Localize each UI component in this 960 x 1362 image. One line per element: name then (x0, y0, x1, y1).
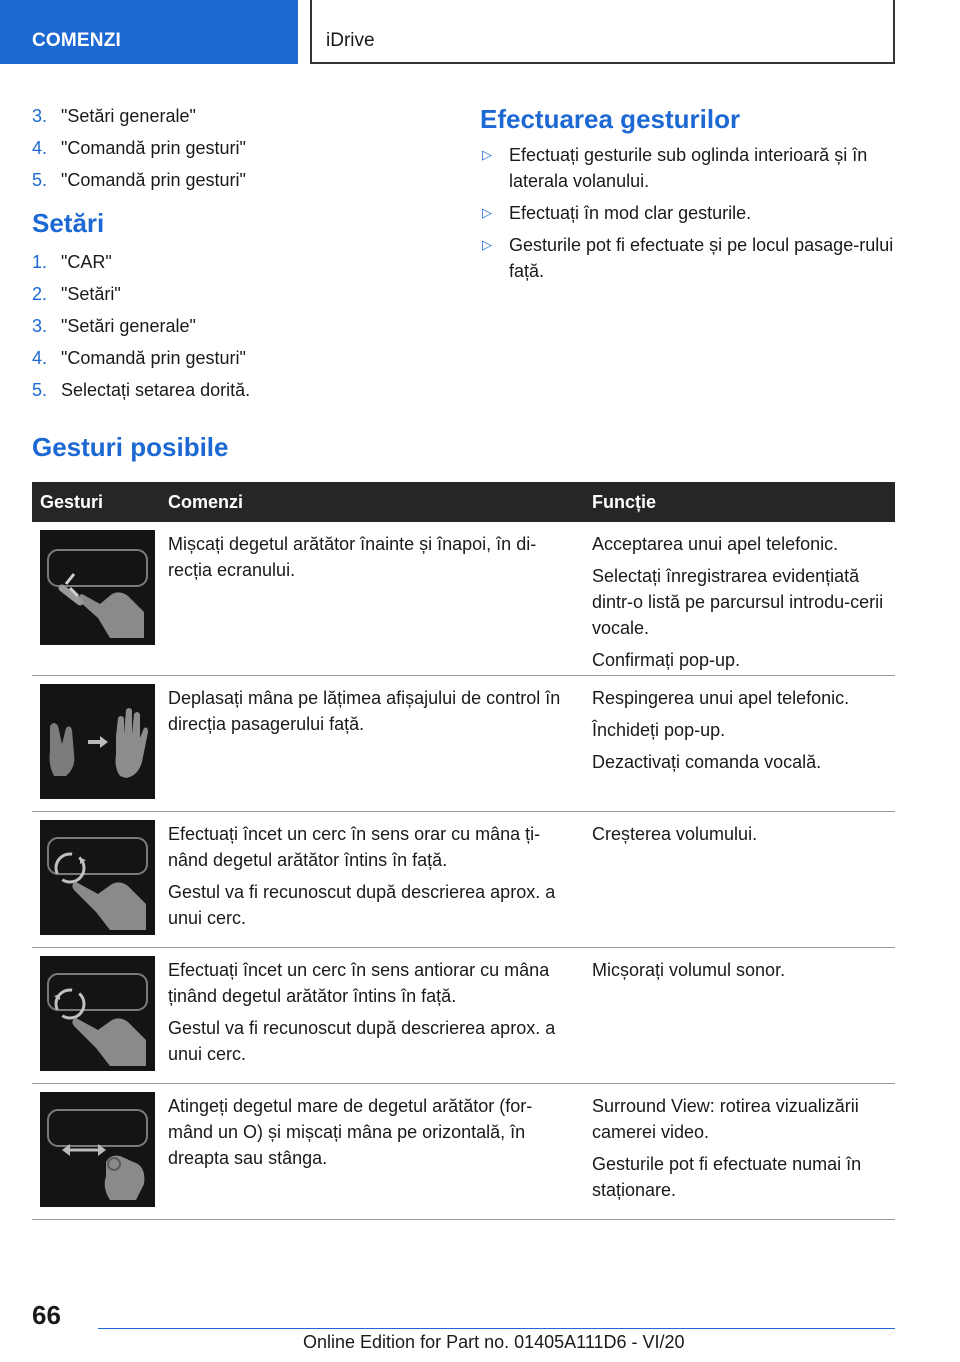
step-number: 3. (32, 316, 48, 336)
bullet-item (480, 232, 900, 284)
function-text: Confirmați pop-up. (592, 650, 741, 670)
command-cell (160, 676, 584, 811)
steps-continued (32, 104, 432, 192)
table-row (32, 1084, 895, 1220)
bullet-text: Efectuați gesturile sub oglinda interioară și în laterala volanului. (509, 145, 868, 191)
function-text: Acceptarea unui apel telefonic. (592, 534, 839, 554)
circle-counterclockwise-icon (40, 956, 155, 1071)
step-number: 5. (32, 170, 48, 190)
step-text: "Comandă prin gesturi" (61, 170, 246, 190)
step-item (32, 378, 432, 402)
performing-heading: Efectuarea gesturilor (480, 104, 741, 134)
step-number: 5. (32, 380, 48, 400)
function-cell (584, 676, 895, 811)
function-cell (584, 522, 895, 675)
step-item (32, 282, 432, 306)
table-row (32, 948, 895, 1084)
step-item (32, 136, 432, 160)
step-text: Selectați setarea dorită. (61, 380, 251, 400)
command-text: Efectuați încet un cerc în sens antiorar cu mâna ținând degetul arătător întins în față. (168, 960, 550, 1006)
pinch-swipe-icon (40, 1092, 155, 1207)
circle-clockwise-icon (40, 820, 155, 935)
chapter-title: iDrive (326, 30, 375, 51)
settings-steps (32, 250, 432, 402)
step-text: "Setări generale" (61, 106, 196, 126)
command-text: Gestul va fi recunoscut după descrierea aprox. a unui cerc. (168, 882, 556, 928)
command-cell (160, 948, 584, 1083)
table-header (32, 482, 895, 522)
gesture-image-cell (32, 812, 160, 947)
bullet-text: Gesturile pot fi efectuate și pe locul pasage‐rului față. (509, 235, 894, 281)
bullet-text: Efectuați în mod clar gesturile. (509, 203, 752, 223)
command-text: Gestul va fi recunoscut după descrierea aprox. a unui cerc. (168, 1018, 556, 1064)
step-text: "Setări" (61, 284, 121, 304)
hand-swipe-icon (40, 684, 155, 799)
function-cell (584, 1084, 895, 1219)
function-text: Surround View: rotirea vizualizării camerei video. (592, 1096, 859, 1142)
step-text: "Comandă prin gesturi" (61, 348, 246, 368)
function-cell (584, 948, 895, 1083)
step-number: 4. (32, 138, 48, 158)
table-row (32, 676, 895, 812)
function-cell (584, 812, 895, 947)
header-gesture: Gesturi (40, 491, 104, 512)
header-command: Comenzi (168, 491, 244, 512)
function-text: Gesturile pot fi efectuate numai în staționare. (592, 1154, 862, 1200)
function-text: Creșterea volumului. (592, 824, 758, 844)
section-title: COMENZI (32, 30, 122, 51)
triangle-marker-icon: ▷ (482, 205, 492, 220)
table-row (32, 812, 895, 948)
left-column (32, 104, 432, 410)
command-text: Mișcați degetul arătător înainte și înapoi, în di‐recția ecranului. (168, 534, 537, 580)
performing-list (480, 142, 900, 284)
command-cell (160, 1084, 584, 1219)
function-text: Selectați înregistrarea evidențiată dintr-o listă pe parcursul introdu‐cerii vocale. (592, 566, 884, 638)
triangle-marker-icon: ▷ (482, 237, 492, 252)
chapter-tab (310, 0, 895, 64)
step-number: 4. (32, 348, 48, 368)
triangle-marker-icon: ▷ (482, 147, 492, 162)
step-item (32, 250, 432, 274)
function-text: Dezactivați comanda vocală. (592, 752, 822, 772)
function-text: Închideți pop-up. (592, 720, 726, 740)
bullet-item (480, 200, 900, 226)
command-cell (160, 522, 584, 675)
step-item (32, 104, 432, 128)
gesture-image-cell (32, 522, 160, 675)
step-item (32, 314, 432, 338)
command-cell (160, 812, 584, 947)
command-text: Efectuați încet un cerc în sens orar cu mâna ți‐nând degetul arătător întins în față. (168, 824, 541, 870)
finger-forward-back-icon (40, 530, 155, 645)
possible-gestures-heading: Gesturi posibile (32, 432, 229, 462)
step-number: 1. (32, 252, 48, 272)
edition-text: Online Edition for Part no. 01405A111D6 - VI/20 (303, 1332, 685, 1352)
step-text: "Comandă prin gesturi" (61, 138, 246, 158)
right-column (480, 104, 900, 290)
settings-heading: Setări (32, 208, 105, 238)
command-text: Atingeți degetul mare de degetul arătător (for‐mând un O) și mișcați mâna pe orizontală, în dreapta sau stânga. (168, 1096, 533, 1168)
page-number: 66 (32, 1300, 61, 1330)
table-row (32, 522, 895, 676)
gesture-image-cell (32, 676, 160, 811)
bullet-item (480, 142, 900, 194)
command-text: Deplasați mâna pe lățimea afișajului de control în direcția pasagerului față. (168, 688, 561, 734)
footer-divider (98, 1328, 895, 1329)
step-item (32, 346, 432, 370)
function-text: Respingerea unui apel telefonic. (592, 688, 850, 708)
step-number: 2. (32, 284, 48, 304)
step-text: "Setări generale" (61, 316, 196, 336)
header-function: Funcție (592, 491, 657, 512)
section-tab (0, 0, 298, 64)
function-text: Micșorați volumul sonor. (592, 960, 786, 980)
step-text: "CAR" (61, 252, 112, 272)
gesture-image-cell (32, 1084, 160, 1219)
step-item (32, 168, 432, 192)
gestures-table (32, 482, 895, 1220)
gesture-image-cell (32, 948, 160, 1083)
step-number: 3. (32, 106, 48, 126)
